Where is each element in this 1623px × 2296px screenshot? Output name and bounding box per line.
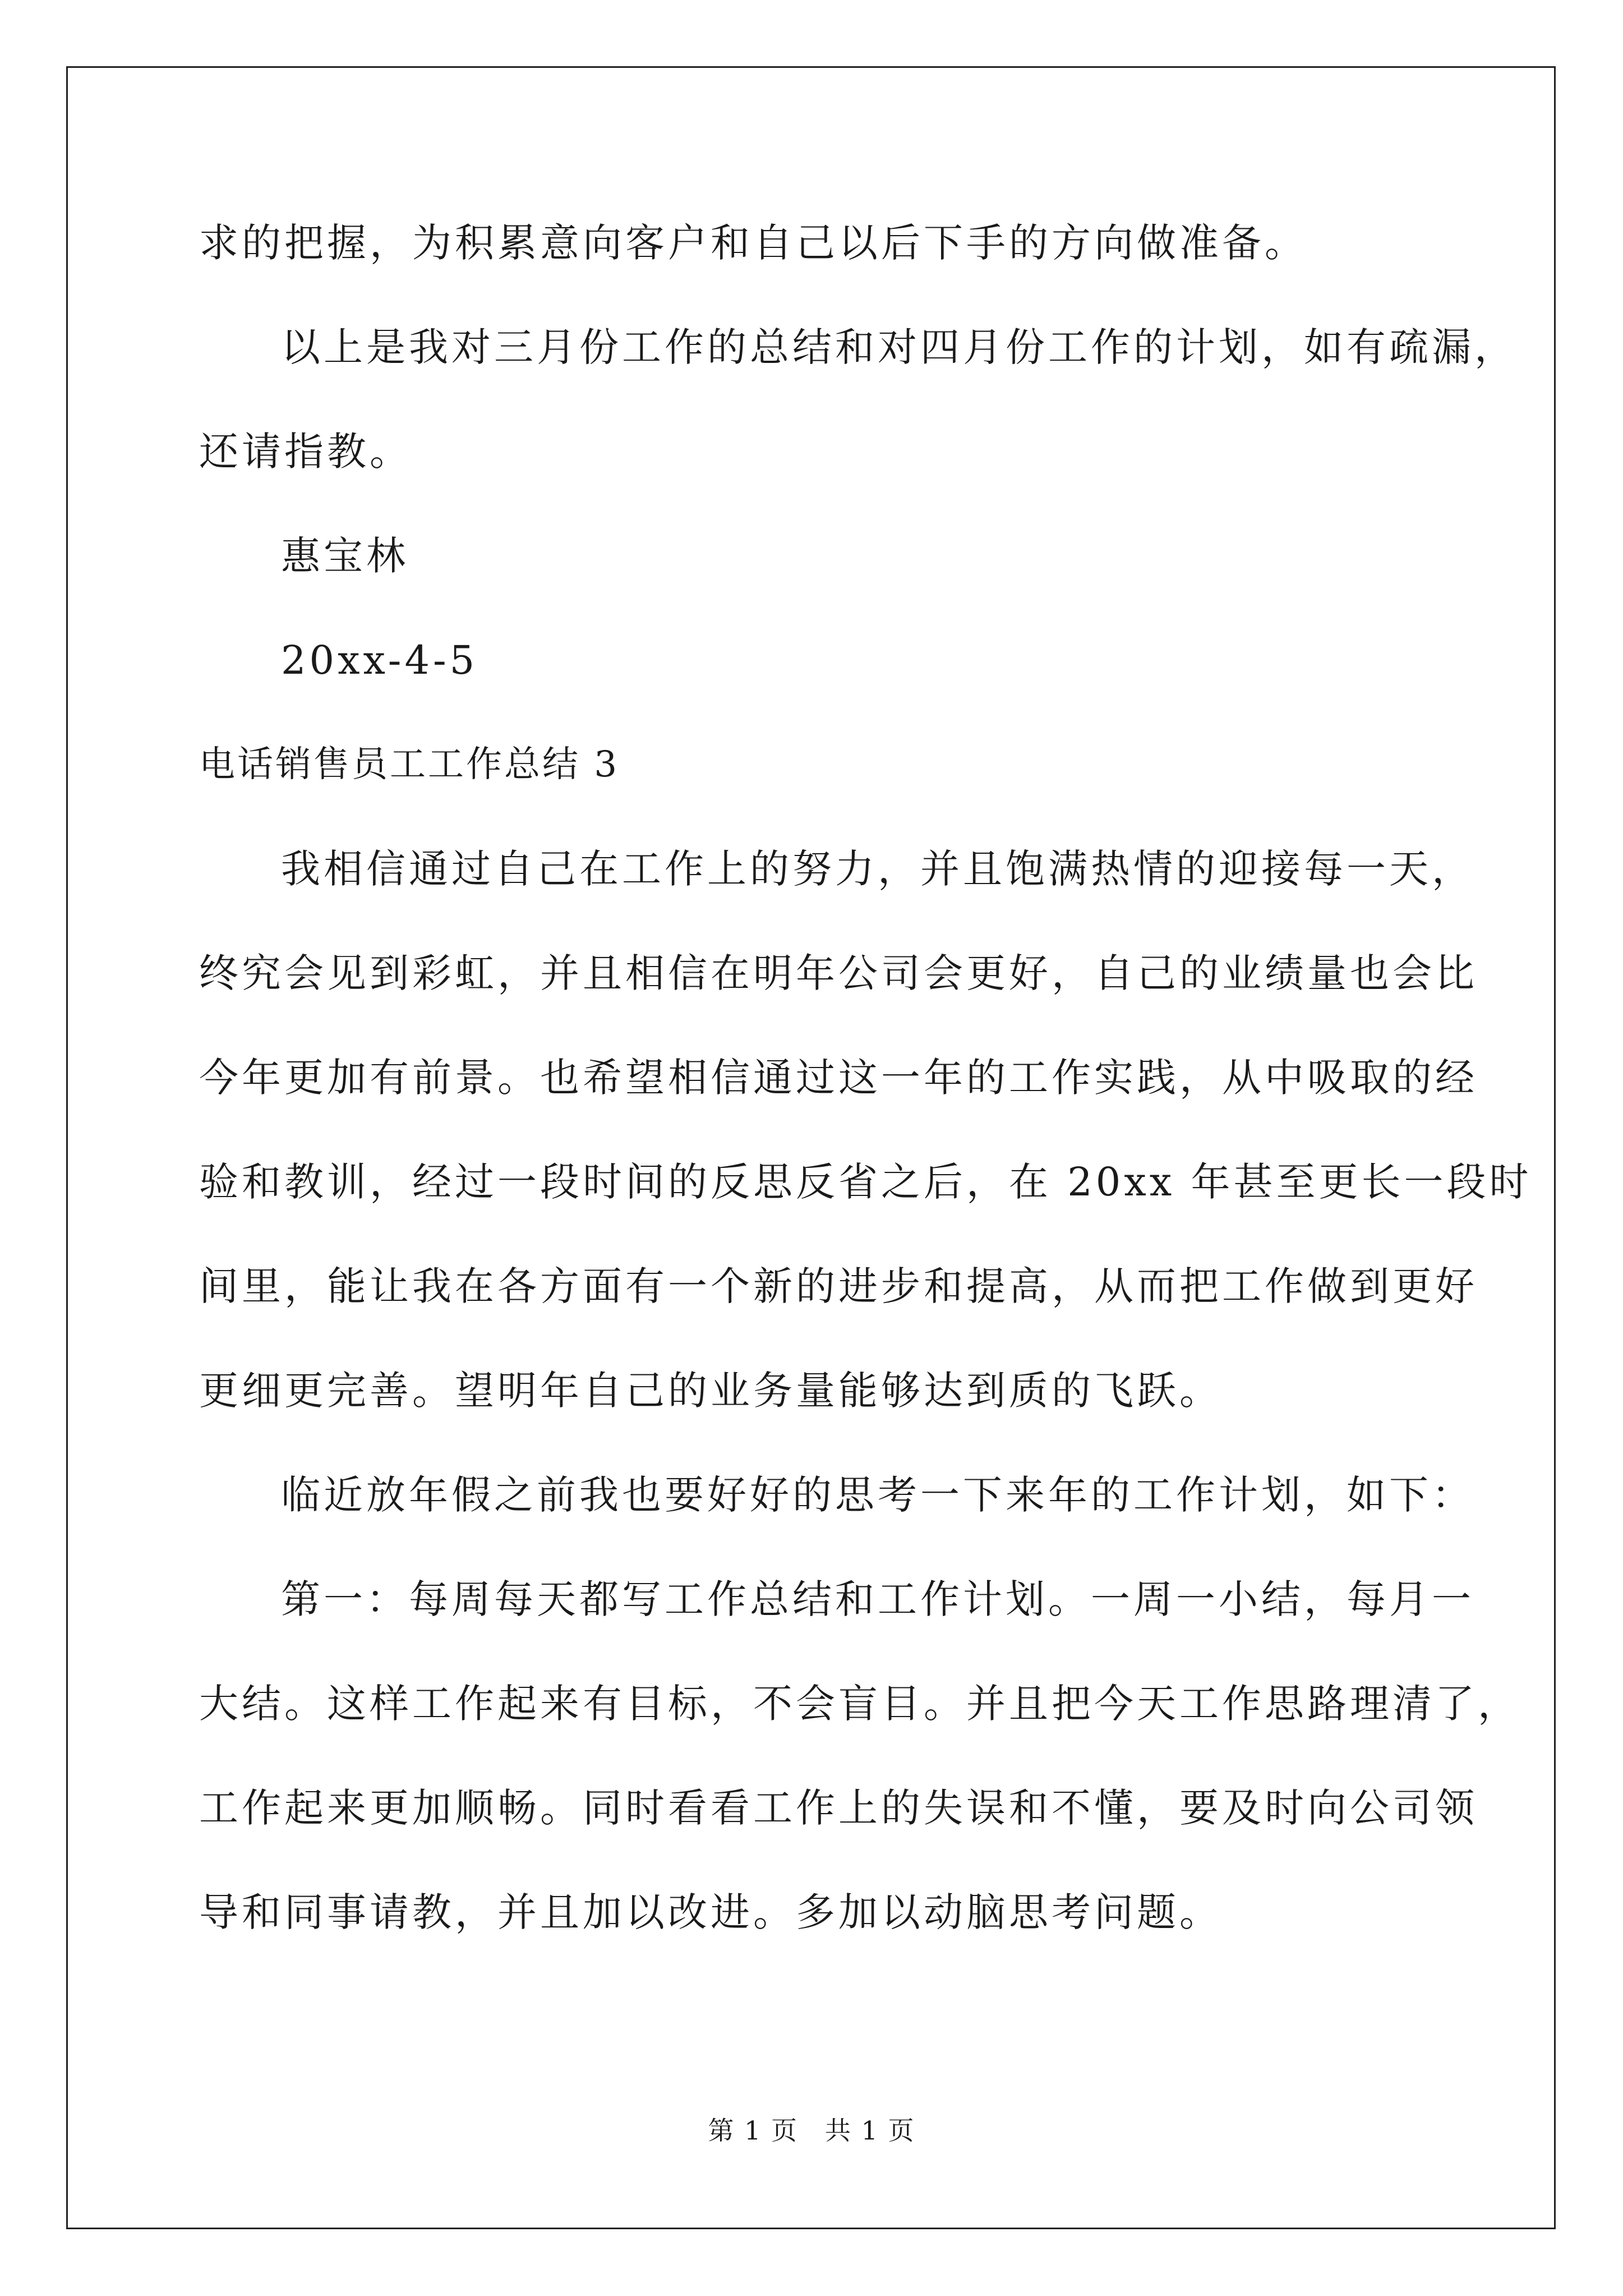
text-line: 大结。这样工作起来有目标，不会盲目。并且把今天工作思路理清了，	[199, 1681, 1520, 1727]
text-line: 今年更加有前景。也希望相信通过这一年的工作实践，从中吸取的经	[199, 1055, 1478, 1101]
signature-name: 惠宝林	[281, 533, 409, 579]
text-line: 求的把握，为积累意向客户和自己以后下手的方向做准备。	[199, 220, 1307, 266]
text-line: 工作起来更加顺畅。同时看看工作上的失误和不懂，要及时向公司领	[199, 1785, 1478, 1831]
text-line: 还请指教。	[199, 429, 412, 475]
document-body	[199, 215, 1532, 1989]
text-line: 第一：每周每天都写工作总结和工作计划。一周一小结，每月一	[281, 1576, 1474, 1622]
section-heading: 电话销售员工工作总结 3	[199, 744, 620, 785]
text-line: 我相信通过自己在工作上的努力，并且饱满热情的迎接每一天，	[281, 846, 1474, 892]
text-line: 临近放年假之前我也要好好的思考一下来年的工作计划，如下：	[281, 1472, 1474, 1518]
page-number-footer: 第 1 页 共 1 页	[708, 2115, 915, 2146]
text-line: 验和教训，经过一段时间的反思反省之后，在 20xx 年甚至更长一段时	[199, 1159, 1532, 1205]
text-line: 间里，能让我在各方面有一个新的进步和提高，从而把工作做到更好	[199, 1263, 1478, 1309]
text-line: 终究会见到彩虹，并且相信在明年公司会更好，自己的业绩量也会比	[199, 950, 1478, 996]
text-line: 导和同事请教，并且加以改进。多加以动脑思考问题。	[199, 1889, 1222, 1935]
text-line: 以上是我对三月份工作的总结和对四月份工作的计划，如有疏漏，	[281, 324, 1517, 370]
signature-date: 20xx-4-5	[281, 637, 478, 683]
text-line: 更细更完善。望明年自己的业务量能够达到质的飞跃。	[199, 1368, 1222, 1414]
